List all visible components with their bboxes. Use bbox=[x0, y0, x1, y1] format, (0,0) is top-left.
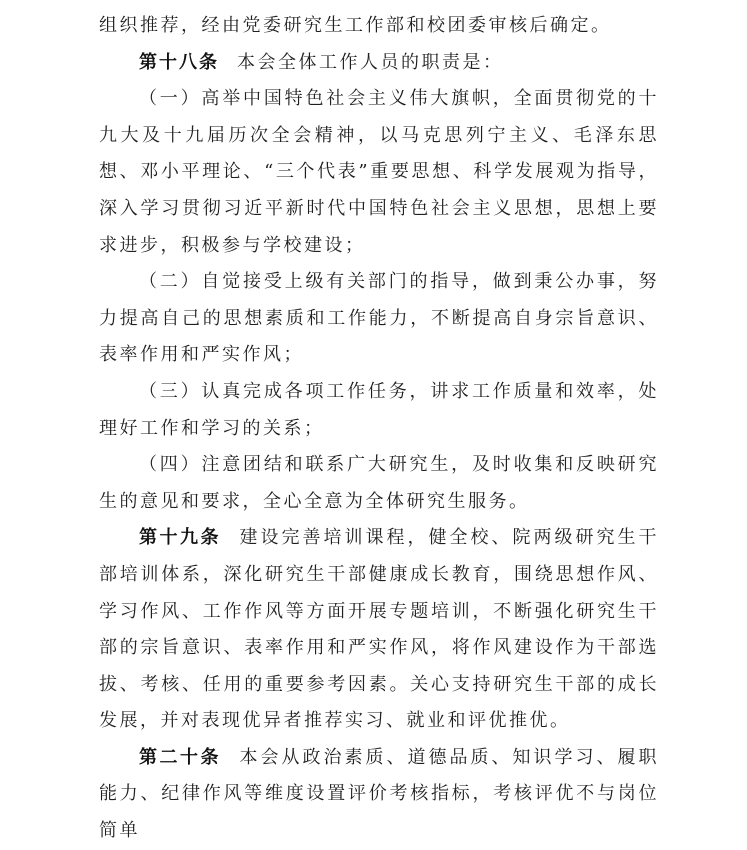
article-number: 第二十条 bbox=[139, 746, 221, 768]
article-18-heading bbox=[99, 45, 659, 82]
paragraph-text: 建设完善培训课程，健全校、院两级研究生干部培训体系，深化研究生干部健康成长教育，围绕思想作风、学习作风、工作作风等方面开展专题培训，不断强化研究生干部的宗旨意识、表率作用和严实作风，将作风建设作为干部选拔、考核、任用的重要参考因素。关心支持研究生干部的成长发展，并对表现优异者推荐实习、就业和评优推优。 bbox=[99, 527, 659, 732]
paragraph-text: （四）注意团结和联系广大研究生，及时收集和反映研究生的意见和要求，全心全意为全体研究生服务。 bbox=[99, 454, 659, 512]
paragraph-text: （二）自觉接受上级有关部门的指导，做到秉公办事，努力提高自己的思想素质和工作能力，不断提高自身宗旨意识、表率作用和严实作风； bbox=[99, 271, 659, 366]
paragraph-text: 本会全体工作人员的职责是： bbox=[237, 51, 504, 73]
paragraph-text: （三）认真完成各项工作任务，讲求工作质量和效率，处理好工作和学习的关系； bbox=[99, 380, 659, 439]
article-20 bbox=[99, 740, 659, 850]
paragraph-text: （一）高举中国特色社会主义伟大旗帜，全面贯彻党的十九大及十九届历次全会精神，以马克思列宁主义、毛泽东思想、邓小平理论、“三个代表”重要思想、科学发展观为指导，深入学习贯彻习近平新时代中国特色社会主义思想，思想上要求进步，积极参与学校建设； bbox=[99, 88, 659, 256]
article-number: 第十九条 bbox=[139, 527, 221, 549]
article-18-item-3 bbox=[99, 374, 659, 447]
paragraph-continuation bbox=[99, 8, 659, 45]
article-18-item-1 bbox=[99, 81, 659, 264]
paragraph-text: 本会从政治素质、道德品质、知识学习、履职能力、纪律作风等维度设置评价考核指标，考核评优不与岗位简单 bbox=[99, 746, 659, 842]
document-body bbox=[99, 8, 659, 850]
paragraph-text: 组织推荐，经由党委研究生工作部和校团委审核后确定。 bbox=[99, 15, 612, 36]
article-18-item-2 bbox=[99, 264, 659, 374]
article-18-item-4 bbox=[99, 447, 659, 520]
article-19 bbox=[99, 520, 659, 740]
article-number: 第十八条 bbox=[139, 51, 219, 73]
